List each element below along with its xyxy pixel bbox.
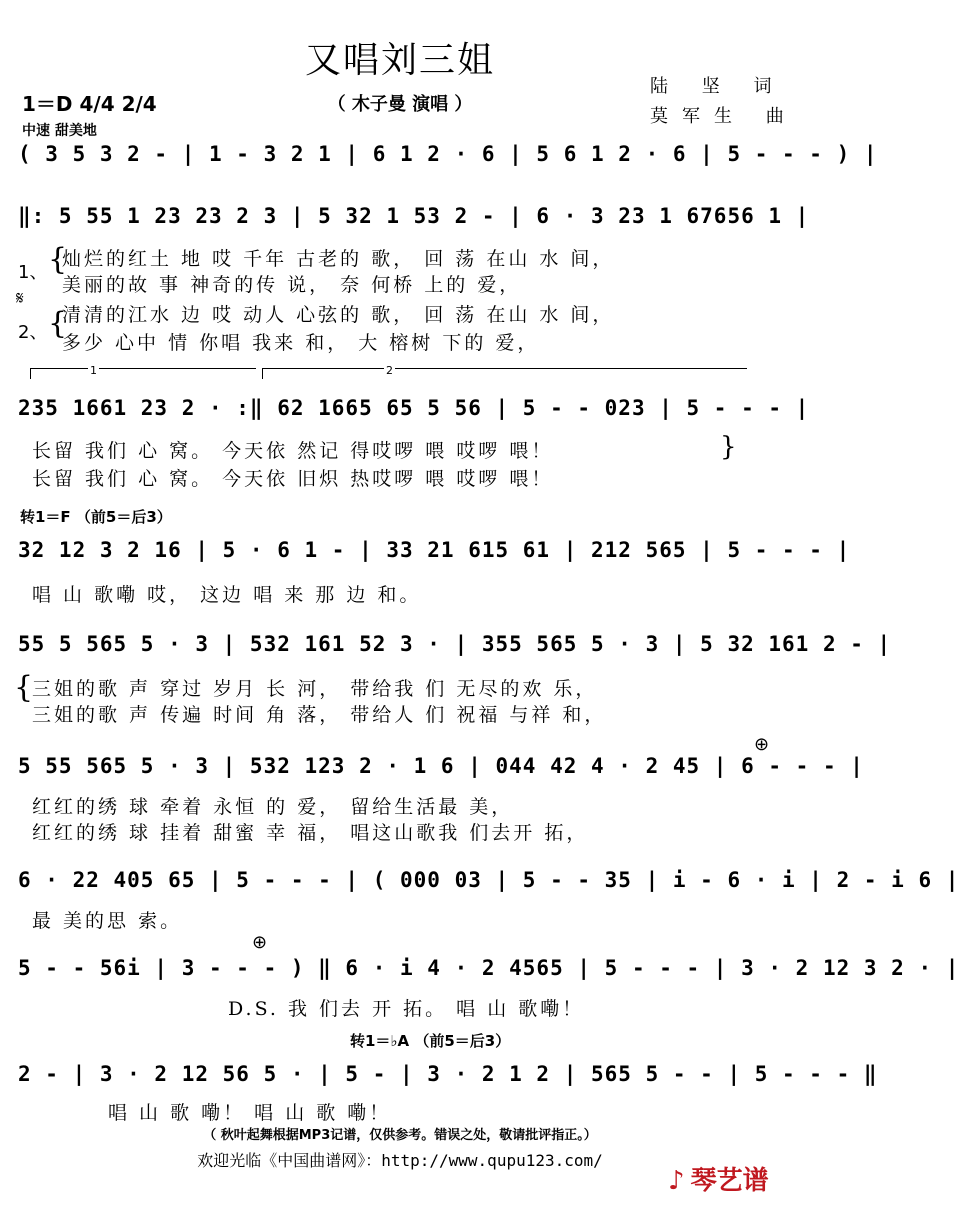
lyric-line: 三姐的歌 声 穿过 岁月 长 河， 带给我 们 无尽的欢 乐， <box>32 678 598 700</box>
brace-icon: { <box>14 670 34 705</box>
lyricist-credit: 陆 坚 词 <box>650 76 786 97</box>
notation-line: 5 55 565 5 · 3 | 532 123 2 · 1 6 | 044 42 4 · 2 45 | 6 - - - | <box>18 754 864 778</box>
notation-line: ( 3 5 3 2 - | 1 - 3 2 1 | 6 1 2 · 6 | 5 6 1 2 · 6 | 5 - - - ) | <box>18 142 878 166</box>
notation-line: 235 1661 23 2 · :‖ 62 1665 65 5 56 | 5 - - 023 | 5 - - - | <box>18 396 810 420</box>
close-brace-icon: } <box>720 432 737 462</box>
performer: （ 木子曼 演唱 ） <box>327 94 473 115</box>
notation-line: ‖: 5 55 1 23 23 2 3 | 5 32 1 53 2 - | 6 · 3 23 1 67656 1 | <box>18 204 810 228</box>
lyric-line: D.S. 我 们去 开 拓。 唱 山 歌嘞！ <box>228 998 585 1020</box>
notation-line: 6 · 22 405 65 | 5 - - - | ( 000 03 | 5 - - 35 | i - 6 · i | 2 - i 6 | <box>18 868 959 892</box>
composer-credit: 莫军生 曲 <box>650 106 798 127</box>
logo-text: 琴艺谱 <box>690 1166 769 1196</box>
lyric-line: 最 美的思 索。 <box>32 910 183 932</box>
verse-label: 2、 <box>18 322 48 343</box>
transcription-note: （ 秋叶起舞根据MP3记谱，仅供参考。错误之处，敬请批评指正。） <box>203 1128 597 1143</box>
lyric-line: 清清的江水 边 哎 动人 心弦的 歌， 回 荡 在山 水 间， <box>62 304 615 326</box>
lyric-line: 三姐的歌 声 传遍 时间 角 落， 带给人 们 祝福 与祥 和， <box>32 704 607 726</box>
first-ending-bracket <box>30 368 256 379</box>
notation-line: 2 - | 3 · 2 12 56 5 · | 5 - | 3 · 2 1 2 | 565 5 - - | 5 - - - ‖ <box>18 1062 878 1086</box>
lyric-line: 灿烂的红土 地 哎 千年 古老的 歌， 回 荡 在山 水 间， <box>62 248 615 270</box>
lyric-line: 唱 山 歌 嘞！ 唱 山 歌 嘞！ <box>108 1102 392 1124</box>
coda-icon: ⊕ <box>754 734 770 755</box>
site-logo <box>668 1160 769 1197</box>
segno-icon: 𝄋 <box>16 288 24 309</box>
first-ending-number: 1 <box>90 364 97 377</box>
lyric-line: 唱 山 歌嘞 哎， 这边 唱 来 那 边 和。 <box>32 584 422 606</box>
second-ending-number: 2 <box>386 364 393 377</box>
modulation-marking: 转1＝F （前5＝后3） <box>20 508 172 526</box>
notation-line: 32 12 3 2 16 | 5 · 6 1 - | 33 21 615 61 | 212 565 | 5 - - - | <box>18 538 851 562</box>
lyric-line: 红红的绣 球 挂着 甜蜜 幸 福， 唱这山歌我 们去开 拓， <box>32 822 589 844</box>
website-link[interactable]: 欢迎光临《中国曲谱网》：http://www.qupu123.com/ <box>197 1151 603 1170</box>
key-signature: 1＝D 4/4 2/4 <box>22 92 157 116</box>
notation-line: 55 5 565 5 · 3 | 532 161 52 3 · | 355 565 5 · 3 | 5 32 161 2 - | <box>18 632 892 656</box>
verse-label: 1、 <box>18 262 48 283</box>
logo-icon: ♪ <box>668 1166 685 1196</box>
brace-icon: { <box>48 242 68 277</box>
lyric-line: 长留 我们 心 窝。 今天依 然记 得哎啰 喂 哎啰 喂！ <box>32 440 554 462</box>
modulation-marking: 转1＝♭A （前5＝后3） <box>350 1032 511 1050</box>
lyric-line: 长留 我们 心 窝。 今天依 旧炽 热哎啰 喂 哎啰 喂！ <box>32 468 554 490</box>
lyric-line: 红红的绣 球 牵着 永恒 的 爱， 留给生活最 美， <box>32 796 514 818</box>
coda-icon: ⊕ <box>252 932 268 953</box>
second-ending-bracket <box>262 368 747 379</box>
tempo-marking: 中速 甜美地 <box>22 123 97 139</box>
lyric-line: 美丽的故 事 神奇的传 说， 奈 何桥 上的 爱， <box>62 274 522 296</box>
lyric-line: 多少 心中 情 你唱 我来 和， 大 榕树 下的 爱， <box>62 332 540 354</box>
brace-icon: { <box>48 306 68 341</box>
song-title: 又唱刘三姐 <box>304 40 495 81</box>
notation-line: 5 - - 56i | 3 - - - ) ‖ 6 · i 4 · 2 4565 | 5 - - - | 3 · 2 12 3 2 · | <box>18 956 959 980</box>
